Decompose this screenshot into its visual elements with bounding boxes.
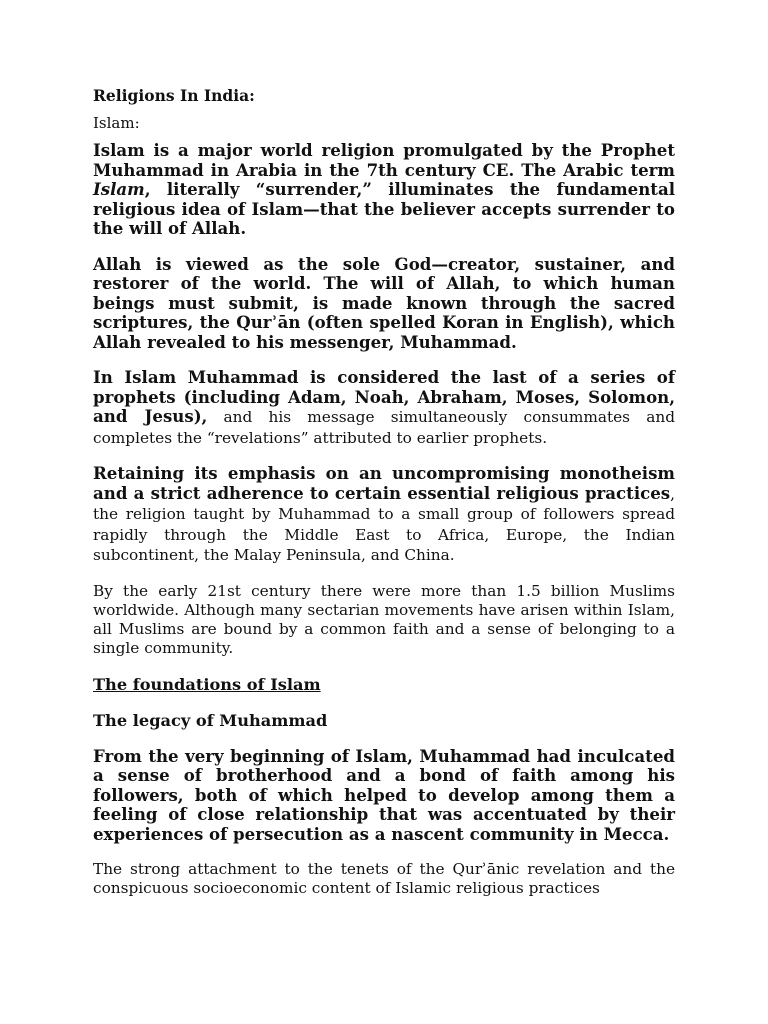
paragraph-3-normal: and his message simultaneously consummates and completes the “revelations” attributed to earlier prophets.: [93, 408, 676, 447]
document-page: [93, 86, 675, 899]
paragraph-6: From the very beginning of Islam, Muhammad had inculcated a sense of brotherhood and a bond of faith among his followers, both of which helped to develop among them a feeling of close relationship that was accentuated by their experiences of persecution as a nascent community in Mecca.: [93, 745, 675, 844]
paragraph-1: [93, 141, 675, 239]
page-title: Religions In India:: [93, 86, 255, 105]
paragraph-1-part-b: , literally “surrender,” illuminates the fundamental religious idea of Islam—that the believer accepts surrender to the will of Allah.: [93, 179, 675, 238]
paragraph-1-part-a: Islam is a major world religion promulgated by the Prophet Muhammad in Arabia in the 7th century CE. The Arabic term: [93, 140, 675, 180]
paragraph-3: [93, 368, 675, 448]
paragraph-1-italic-term: Islam: [93, 179, 145, 199]
paragraph-4-bold: Retaining its emphasis on an uncompromising monotheism and a strict adherence to certain essential religious practices: [93, 463, 675, 503]
paragraph-2: Allah is viewed as the sole God—creator, sustainer, and restorer of the world. The will of Allah, to which human beings must submit, is made known through the sacred scriptures, the Qurʾān (often spelled Koran in English), which Allah revealed to his messenger, Muhammad.: [93, 253, 675, 352]
paragraph-4-normal: , the religion taught by Muhammad to a small group of followers spread rapidly through the Middle East to Africa, Europe, the Indian subcontinent, the Malay Peninsula, and China.: [93, 484, 675, 564]
paragraph-3-bold: In Islam Muhammad is considered the last of a series of prophets (including Adam, Noah, Abraham, Moses, Solomon, and Jesus),: [93, 367, 675, 426]
paragraph-5: By the early 21st century there were more than 1.5 billion Muslims worldwide. Although many sectarian movements have arisen within Islam, all Muslims are bound by a common faith and a sense of belonging to a single community.: [93, 581, 675, 658]
section-label-islam: Islam:: [93, 114, 140, 132]
paragraph-4: [93, 464, 675, 566]
paragraph-7: The strong attachment to the tenets of the Qurʾānic revelation and the conspicuous socioeconomic content of Islamic religious practices: [93, 860, 675, 898]
section-subtitle: The legacy of Muhammad: [93, 710, 328, 730]
section-title: The foundations of Islam: [93, 674, 321, 694]
